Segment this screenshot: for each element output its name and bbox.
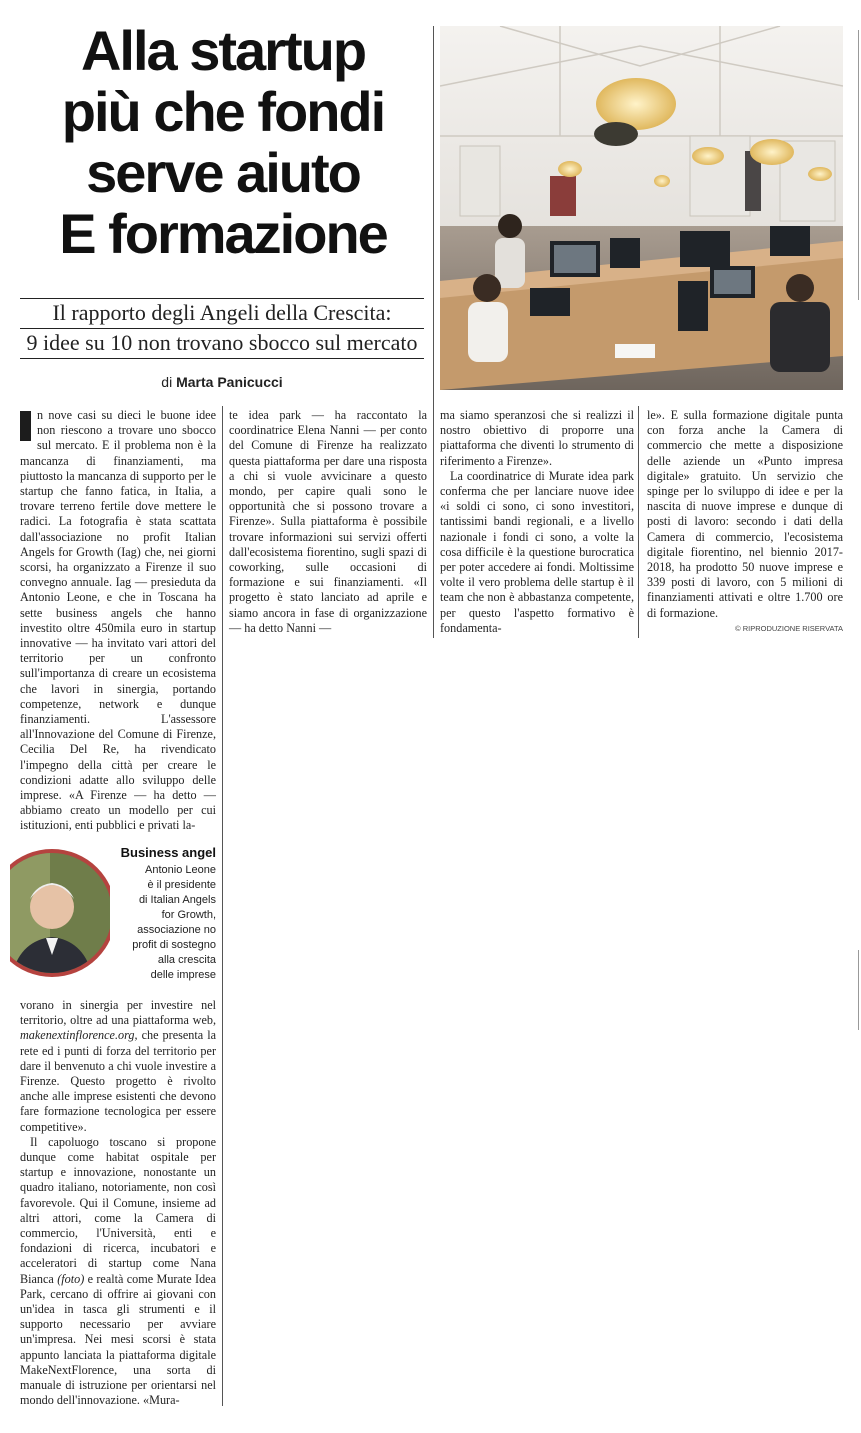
caption-title: Business angel — [120, 845, 216, 860]
page-edge-mark — [858, 30, 859, 300]
column-rule — [222, 406, 223, 1406]
article-column-1 — [20, 408, 216, 834]
article-column-4 — [647, 408, 843, 621]
page-edge-mark — [858, 950, 859, 1030]
subhead-rule-middle — [20, 328, 424, 329]
byline-prefix: di — [161, 374, 173, 390]
portrait-icon — [10, 845, 110, 985]
article-text: vorano in sinergia per investire nel territorio, oltre ad una piattaforma web, — [20, 998, 216, 1028]
article-paragraph: le». E sulla formazione digitale punta con forza anche la Camera di commercio che mette a disposizione delle aziende un «Punto impresa digitale» gratuito. Un servizio che spinge per lo sviluppo di idee e per la nascita di nuove imprese e dunque di posti di lavoro: secondo i dati della Camera di commercio, l'ecosistema digitale fiorentino, nel biennio 2017-2018, ha prodotto 50 nuove imprese e 339 posti di lavoro, con 5 milioni di finanziamenti attivati e oltre 1.700 ore di formazione. — [647, 408, 843, 620]
copyright-notice: © RIPRODUZIONE RISERVATA — [735, 624, 843, 633]
headline-line: serve aiuto — [86, 141, 360, 204]
caption-line: è il presidente — [147, 879, 216, 891]
author-name: Marta Panicucci — [176, 374, 283, 390]
headline — [18, 20, 428, 264]
article-column-1-continued — [20, 998, 216, 1408]
headline-line: E formazione — [59, 202, 387, 265]
caption-line: delle imprese — [150, 969, 216, 981]
article-column-3 — [440, 408, 634, 636]
website-url: makenextinflorence.org, — [20, 1028, 138, 1043]
subheadline-line-2: 9 idee su 10 non trovano sbocco sul mercato — [26, 330, 418, 355]
article-paragraph: te idea park — ha raccontato la coordinatrice Elena Nanni — per conto del Comune di Firenze ha realizzato questa piattaforma per dare una risposta a chi si vuole avvicinare a questo mondo, per capire quali sono le opportunità che si possono trovare a Firenze». Sulla piattaforma è possibile trovare informazioni sui servizi offerti dall'ecosistema fiorentino, sugli spazi di coworking, sulle occasioni di formazione e sui finanziamenti. «Il progetto è stato lanciato ad aprile e siamo ancora in fase di organizzazione — ha detto Nanni — — [229, 408, 427, 635]
caption-line: associazione no — [137, 924, 216, 936]
subhead-rule-bottom — [20, 358, 424, 359]
caption-line: profit di sostegno — [132, 939, 216, 951]
column-rule — [433, 26, 434, 638]
headline-line: Alla startup — [80, 19, 366, 82]
caption-line: di Italian Angels — [138, 894, 216, 906]
byline — [20, 374, 424, 390]
column-rule — [638, 406, 639, 638]
subheadline-line-1: Il rapporto degli Angeli della Crescita: — [52, 300, 392, 325]
article-paragraph — [20, 998, 216, 1135]
office-photo-icon — [440, 26, 843, 390]
photo-reference: (foto) — [57, 1271, 85, 1286]
article-paragraph: ma siamo speranzosi che si realizzi il nostro obiettivo di proporre una piattaforma che diventi lo strumento di riferimento a Firenze». — [440, 408, 634, 468]
headline-line: più che fondi — [61, 80, 385, 143]
article-column-2 — [229, 408, 427, 636]
article-text: che presenta la rete ed i punti di forza del territorio per dare il benvenuto a chi vuole investire a Firenze. Questo progetto è rivolto anche alle imprese esistenti che devono fare formazione tecnologica per essere competitive». — [20, 1028, 216, 1134]
article-paragraph: La coordinatrice di Murate idea park conferma che per lanciare nuove idee «i soldi ci sono, ci sono investitori, tantissimi bandi regionali, e a livello nazionale i fondi ci sono, a volte la cosa difficile è la questione burocratica per poter accedere ai fondi. Moltissime volte il vero problema delle startup è il team che non è abbastanza competente, per questo l'aspetto formativo è fondamenta- — [440, 468, 634, 635]
article-text: e realtà come Murate Idea Park, cercano di offrire ai giovani con un'idea in tasca gli strumenti e il supporto necessario per avviare un'impresa. Nei mesi scorsi è stata appunto lanciata la piattaforma digitale MakeNextFlorence, una sorta di manuale di istruzione per orientarsi nel mondo dell'innovazione. «Mura- — [20, 1271, 216, 1408]
drop-cap — [20, 411, 31, 441]
article-paragraph: n nove casi su dieci le buone idee non riescono a trovare uno sbocco sul mercato. E il problema non è la mancanza di finanziamenti, ma piuttosto la mancanza di supporto per le startup che fanno fatica, in Italia, a trovare terreno fertile dove mettere le radici. La fotografia è stata scattata dall'associazione no profit Italian Angels for Growth (Iag) che, nei giorni scorsi, ha organizzato a Firenze il suo convegno annuale. Iag — presieduta da Antonio Leone, e che in Toscana ha sette business angels che hanno investito oltre 450mila euro in startup innovative — ha invitato vari attori del territorio per un confronto sull'importanza di creare un ecosistema che lavori in sinergia, portando competenze, network e dunque finanziamenti. L'assessore all'Innovazione del Comune di Firenze, Cecilia Del Re, ha rivendicato l'impegno della città per creare le condizioni adatte allo sviluppo delle imprese. «A Firenze — ha detto — abbiamo creato un modello per cui istituzioni, enti pubblici e privati la- — [20, 408, 216, 833]
caption-line: Antonio Leone — [145, 864, 216, 876]
caption-line: for Growth, — [161, 909, 216, 921]
caption-text — [104, 863, 216, 983]
caption-line: alla crescita — [157, 954, 216, 966]
article-text: Il capoluogo toscano si propone dunque come habitat ospitale per startup e innovazione, nonostante un quadro italiano, notoriamente, non così favorevole. Qui il Comune, insieme ad altri attori, come la Camera di commercio, l'Università, enti e fondazioni di ricerca, incubatori e acceleratori di startup come Nana Bianca — [20, 1134, 216, 1286]
subhead-rule-top — [20, 298, 424, 299]
office-photo — [440, 26, 843, 390]
article-paragraph — [20, 1135, 216, 1409]
portrait-caption-box — [20, 845, 216, 985]
